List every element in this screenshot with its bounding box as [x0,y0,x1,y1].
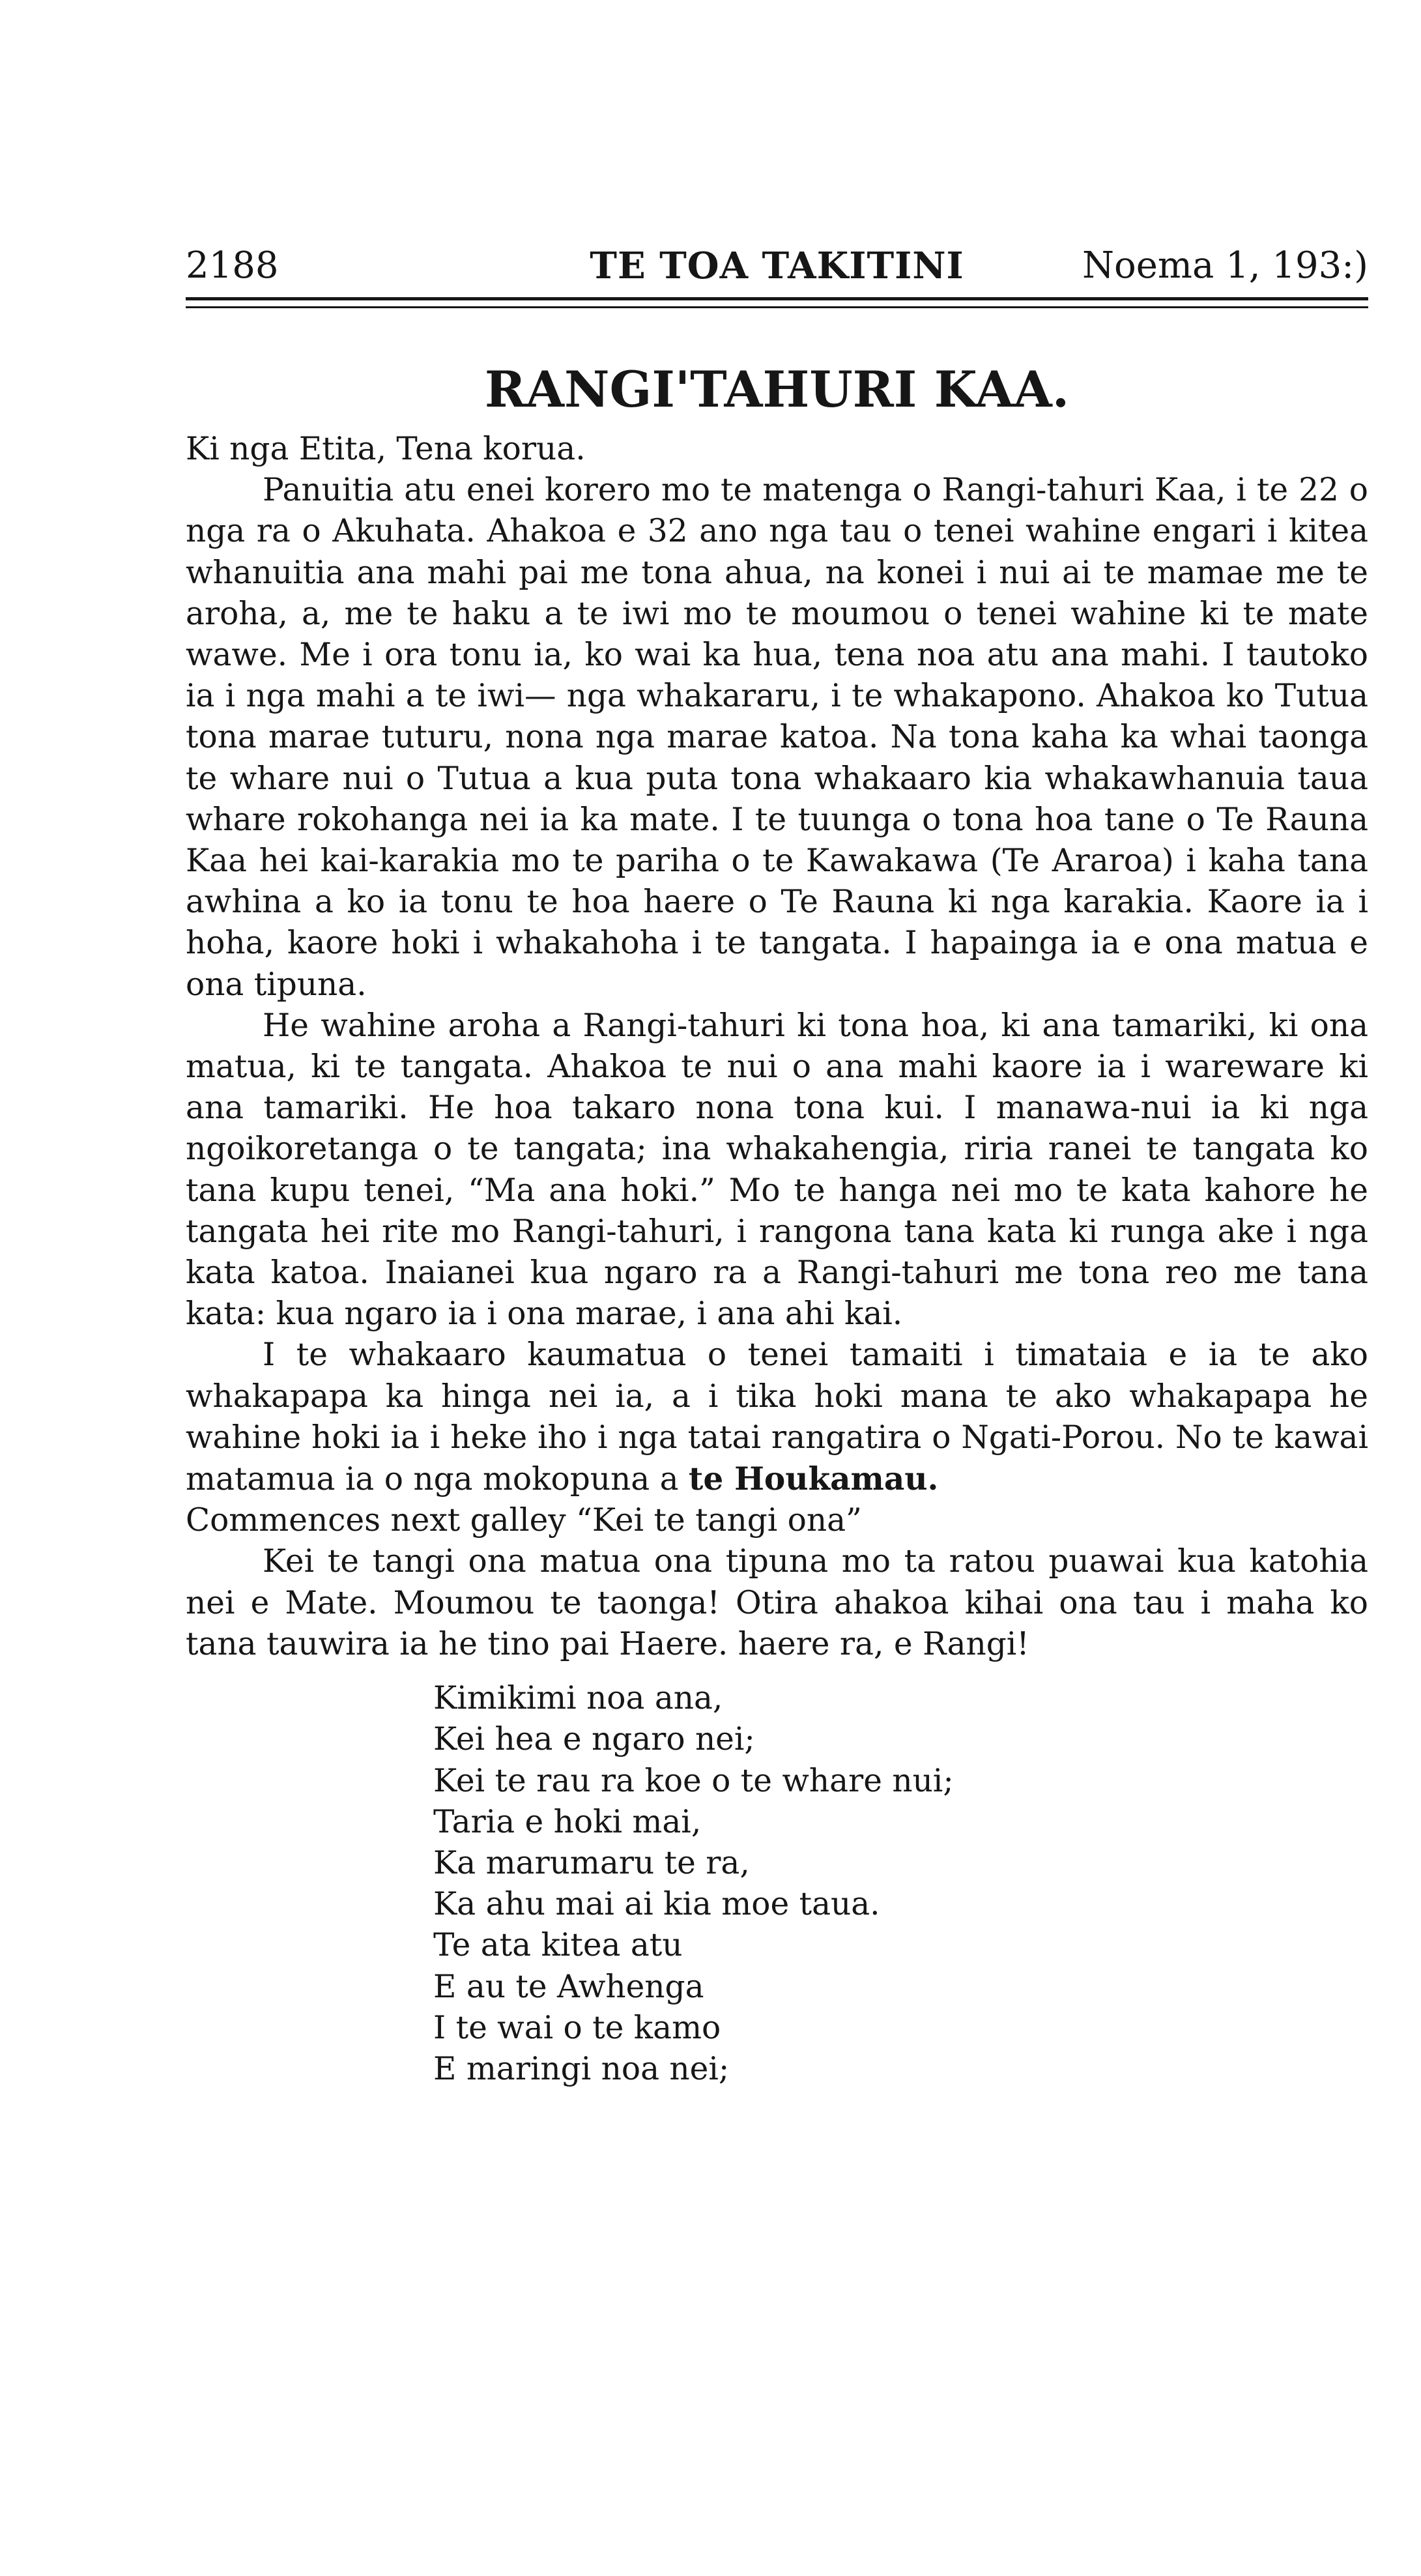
poem-line: Te ata kitea atu [433,1927,683,1964]
paragraph: He wahine aroha a Rangi-tahuri ki tona hoa, ki ana tamariki, ki ona matua, ki te tangata. Ahakoa te nui o ana mahi kaore ia i wareware ki ana tamariki. He hoa takaro nona tona kui. I manawa-nui ia ki nga ngoikoretanga o te tangata; ina whakahengia, riria ranei te tangata ko tana kupu tenei, “Ma ana hoki.” Mo te hanga nei mo te kata kahore he tangata hei rite mo Rangi-tahuri, i rangona tana kata ki runga ake i nga kata katoa. Inaianei kua ngaro ra a Rangi-tahuri me tona reo me tana kata: kua ngaro ia i ona marae, i ana ahi kai. [186,1007,1368,1333]
poem-line: Taria e hoki mai, [433,1803,702,1840]
paragraph: Panuitia atu enei korero mo te matenga o Rangi-tahuri Kaa, i te 22 o nga ra o Akuhata. Ahakoa e 32 ano nga tau o tenei wahine engari i kitea whanuitia ana mahi pai me tona ahua, na konei i nui ai te mamae me te aroha, a, me te haku a te iwi mo te moumou o tenei wahine ki te mate wawe. Me i ora tonu ia, ko wai ka hua, tena noa atu ana mahi. I tautoko ia i nga mahi a te iwi— nga whakararu, i te whakapono. Ahakoa ko Tutua tona marae tuturu, nona nga marae katoa. Na tona kaha ka whai taonga te whare nui o Tutua a kua puta tona whakaaro kia whakawhanuia taua whare rokohanga nei ia ka mate. I te tuunga o tona hoa tane o Te Rauna Kaa hei kai-karakia mo te pariha o te Kawakawa (Te Araroa) i kaha tana awhina a ko ia tonu te hoa haere o Te Rauna ki nga karakia. Kaore ia i hoha, kaore hoki i whakahoha i te tangata. I hapainga ia e ona matua e ona tipuna. [186,472,1368,1003]
poem-line: E maringi noa nei; [433,2050,730,2087]
header-rule-secondary [186,306,1368,308]
poem-line: Kei te rau ra koe o te whare nui; [433,1762,954,1799]
page-header [186,240,1368,292]
paragraph: Kei te tangi ona matua ona tipuna mo ta ratou puawai kua katohia nei e Mate. Moumou te taonga! Otira ahakoa kihai ona tau i maha ko tana tauwira ia he tino pai Haere. haere ra, e Rangi! [186,1543,1368,1662]
poem-line: Kimikimi noa ana, [433,1680,723,1717]
poem [186,1678,1368,2090]
poem-line: E au te Awhenga [433,1968,704,2005]
article-body [186,429,1368,2090]
poem-line: I te wai o te kamo [433,2009,721,2046]
poem-line: Ka ahu mai ai kia moe taua. [433,1886,880,1923]
article-title: RANGI'TAHURI KAA. [484,360,1070,418]
page-number: 2188 [186,244,279,287]
salutation: Ki nga Etita, Tena korua. [186,431,586,467]
header-rule [186,297,1368,300]
paragraph-text: I te whakaaro kaumatua o tenei tamaiti i timataia e ia te ako whakapapa ka hinga nei ia, a i tika hoki mana te ako whakapapa he wahine hoki ia i heke iho i nga tatai rangatira o Ngati-Porou. No te kawai matamua ia o nga mokopuna a [186,1337,1368,1498]
poem-line: Ka marumaru te ra, [433,1844,750,1881]
publication-title: TE TOA TAKITINI [590,244,964,287]
issue-date: Noema 1, 193:) [1082,244,1368,287]
paragraph [186,1335,1368,1500]
paragraph-end-bold: te Houkamau. [688,1460,939,1498]
galley-note: Commences next galley “Kei te tangi ona” [186,1502,862,1539]
poem-line: Kei hea e ngaro nei; [433,1721,755,1758]
